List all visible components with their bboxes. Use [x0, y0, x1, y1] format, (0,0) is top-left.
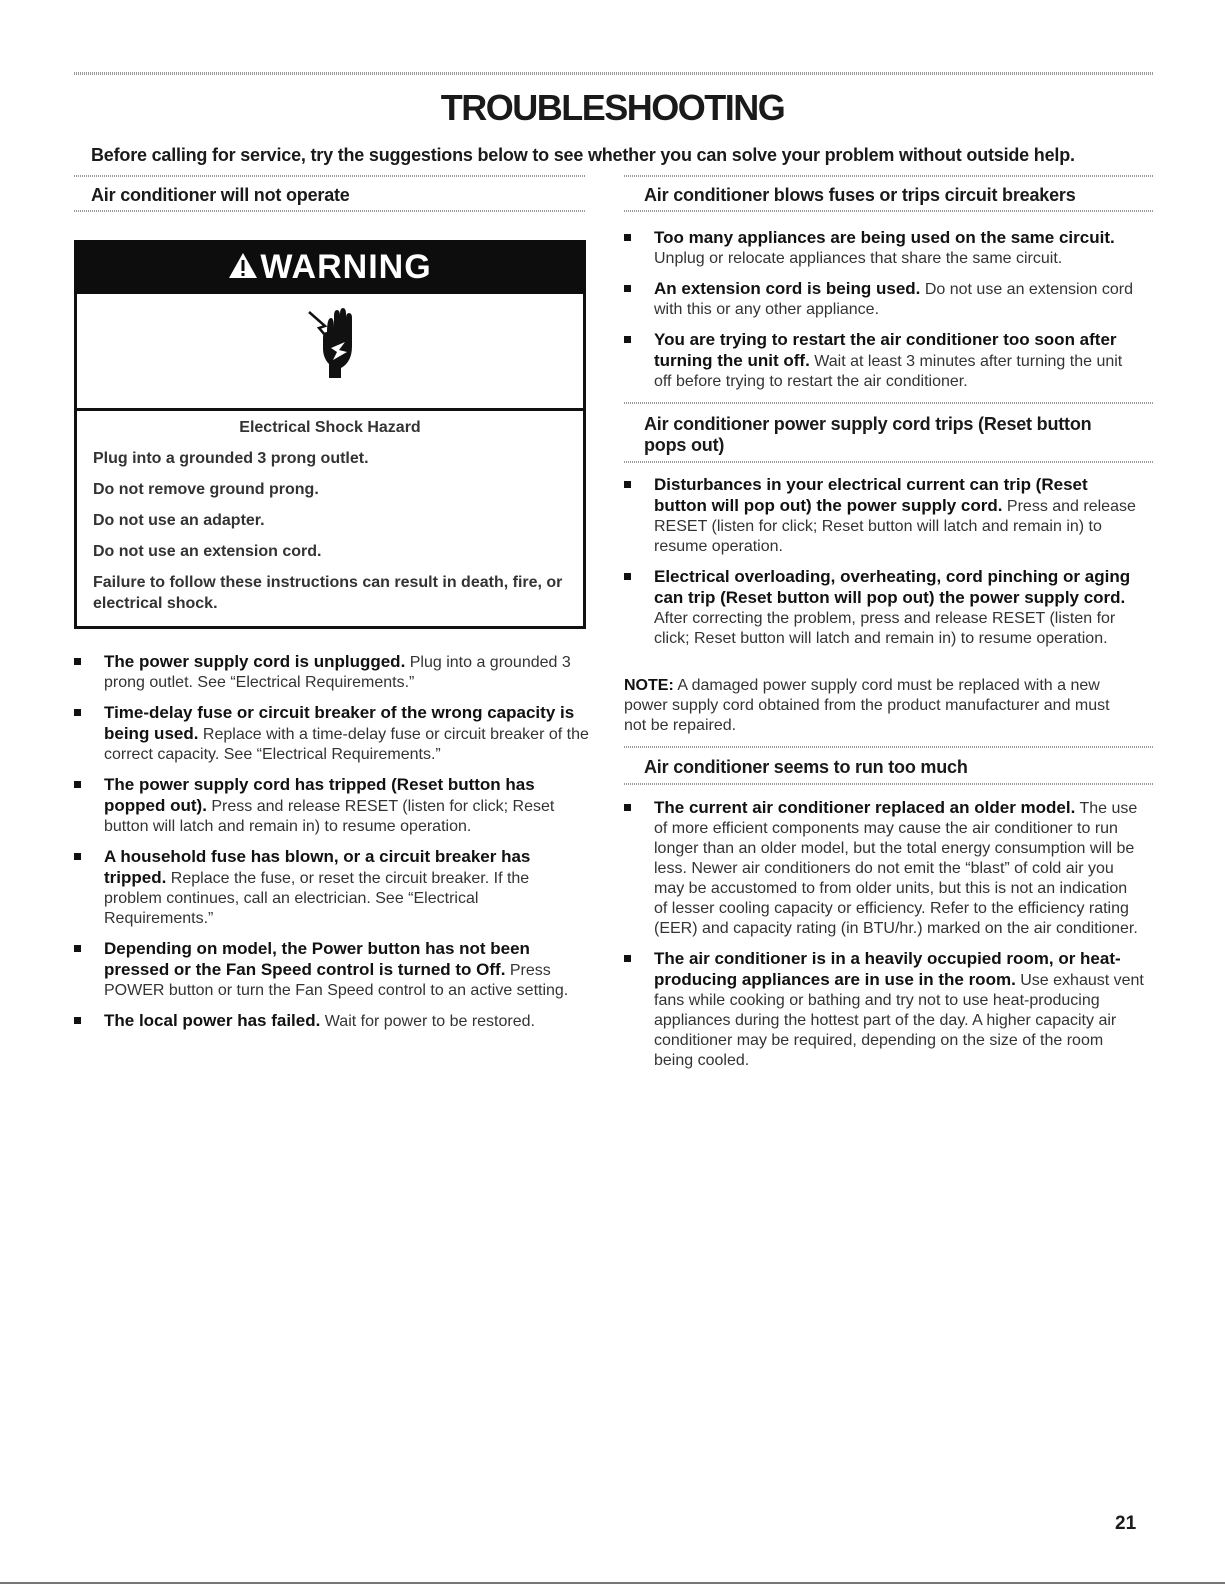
item-text: Press and release RESET (listen for click; Reset button will latch and remain in) to resume operation.: [104, 798, 555, 835]
item-lead: The current air conditioner replaced an older model.: [654, 798, 1076, 817]
list-item: [624, 475, 1144, 557]
warning-box: [74, 240, 586, 629]
note-text: [624, 676, 1136, 736]
warning-line: Do not use an extension cord.: [93, 543, 322, 560]
warning-banner: [74, 240, 586, 294]
item-text: Wait for power to be restored.: [320, 1013, 535, 1030]
warning-line: Plug into a grounded 3 prong outlet.: [93, 450, 369, 467]
item-text: The use of more efficient components may cause the air conditioner to run longer than an older model, but the total energy consumption will be less. Newer air conditioners do not emit the “blast” of cold air you may be accustomed to from older units, but this is not an indication of lesser cooling capacity or efficiency. Refer to the efficiency rating (EER) and capacity rating (in BTU/hr.) marked on the air conditioner.: [654, 800, 1138, 937]
bullet-icon: [74, 658, 81, 665]
list-item: [624, 228, 1144, 269]
fuses-item-list: [624, 228, 1144, 402]
item-text: Replace with a time-delay fuse or circuit breaker of the correct capacity. See “Electrical Requirements.”: [104, 726, 589, 763]
right-rule-1-top: [624, 175, 1154, 177]
warning-line: Do not remove ground prong.: [93, 481, 319, 498]
right-rule-3-bottom: [624, 783, 1154, 785]
list-item: [74, 1011, 589, 1032]
right-rule-1-bottom: [624, 210, 1154, 212]
list-item: [74, 847, 589, 929]
left-rule-top: [74, 175, 586, 177]
item-lead: Electrical overloading, overheating, cord pinching or aging can trip (Reset button will pop out) the power supply cord.: [654, 567, 1131, 607]
bullet-icon: [624, 234, 631, 241]
left-section-heading: Air conditioner will not operate: [91, 185, 350, 205]
item-lead: You are trying to restart the air conditioner too soon after turning the unit off.: [654, 330, 1117, 370]
warning-triangle-icon: [228, 251, 258, 284]
page-number: 21: [1115, 1513, 1137, 1534]
right-rule-2-bottom: [624, 461, 1154, 463]
item-lead: A household fuse has blown, or a circuit breaker has tripped.: [104, 847, 531, 887]
item-text: Unplug or relocate appliances that share the same circuit.: [654, 250, 1063, 267]
bottom-border: [0, 1582, 1225, 1584]
bullet-icon: [624, 285, 631, 292]
bullet-icon: [624, 573, 631, 580]
reset-item-list: [624, 475, 1144, 659]
bullet-icon: [74, 781, 81, 788]
list-item: [624, 798, 1144, 939]
item-text: After correcting the problem, press and release RESET (listen for click; Reset button will latch and remain in) to resume operation.: [654, 610, 1116, 647]
item-text: Do not use an extension cord with this or any other appliance.: [654, 281, 1133, 318]
item-text: Plug into a grounded 3 prong outlet. See “Electrical Requirements.”: [104, 654, 571, 691]
list-item: [624, 330, 1144, 392]
item-lead: An extension cord is being used.: [654, 279, 921, 298]
bullet-icon: [624, 481, 631, 488]
runs-item-list: [624, 798, 1144, 1081]
hazard-title: Electrical Shock Hazard: [239, 419, 421, 436]
list-item: [624, 949, 1144, 1071]
item-lead: Disturbances in your electrical current can trip (Reset button will pop out) the power supply cord.: [654, 475, 1088, 515]
intro-text: Before calling for service, try the suggestions below to see whether you can solve your problem without outside help.: [91, 145, 1075, 165]
bullet-icon: [624, 955, 631, 962]
item-lead: Time-delay fuse or circuit breaker of the wrong capacity is being used.: [104, 703, 575, 743]
bullet-icon: [624, 804, 631, 811]
item-text: Use exhaust vent fans while cooking or bathing and try not to use heat-producing appliances during the hottest part of the day. A higher capacity air conditioner may be required, depending on the size of the room being cooled.: [654, 972, 1144, 1069]
item-lead: The air conditioner is in a heavily occupied room, or heat-producing appliances are in use in the room.: [654, 949, 1121, 989]
item-text: Press POWER button or turn the Fan Speed control to an active setting.: [104, 962, 569, 999]
warning-line: Do not use an adapter.: [93, 512, 265, 529]
left-rule-bottom: [74, 210, 586, 212]
item-text: Wait at least 3 minutes after turning the unit off before trying to restart the air conditioner.: [654, 353, 1123, 390]
bullet-icon: [74, 1017, 81, 1024]
warning-instructions: [93, 448, 573, 624]
bullet-icon: [74, 709, 81, 716]
list-item: [74, 775, 589, 837]
item-lead: The power supply cord has tripped (Reset button has popped out).: [104, 775, 535, 815]
warning-line: Failure to follow these instructions can result in death, fire, or electrical shock.: [93, 574, 563, 612]
list-item: [624, 567, 1144, 649]
top-rule: [74, 72, 1154, 75]
item-text: Press and release RESET (listen for click; Reset button will latch and remain in) to resume operation.: [654, 498, 1136, 555]
bullet-icon: [624, 336, 631, 343]
section-heading-runs: Air conditioner seems to run too much: [644, 757, 968, 777]
item-lead: The local power has failed.: [104, 1011, 321, 1030]
item-text: Replace the fuse, or reset the circuit breaker. If the problem continues, call an electrician. See “Electrical Requirements.”: [104, 870, 530, 927]
warning-label: WARNING: [260, 248, 432, 286]
bullet-icon: [74, 945, 81, 952]
bullet-icon: [74, 853, 81, 860]
list-item: [624, 279, 1144, 320]
item-lead: Depending on model, the Power button has not been pressed or the Fan Speed control is turned to Off.: [104, 939, 530, 979]
note-label: NOTE:: [624, 677, 674, 694]
note-body: A damaged power supply cord must be replaced with a new power supply cord obtained from the product manufacturer and must not be repaired.: [624, 677, 1110, 734]
item-lead: Too many appliances are being used on the same circuit.: [654, 228, 1115, 247]
left-item-list: [74, 652, 589, 1042]
item-lead: The power supply cord is unplugged.: [104, 652, 406, 671]
right-rule-2-top: [624, 402, 1154, 404]
list-item: [74, 939, 589, 1001]
list-item: [74, 703, 589, 765]
warning-divider: [77, 408, 583, 411]
section-heading-fuses: Air conditioner blows fuses or trips circuit breakers: [644, 185, 1076, 205]
electrical-shock-icon: [305, 302, 365, 387]
right-rule-3-top: [624, 746, 1154, 748]
list-item: [74, 652, 589, 693]
page-title: TROUBLESHOOTING: [440, 87, 785, 128]
section-heading-reset: Air conditioner power supply cord trips (Reset button pops out): [644, 414, 1092, 455]
